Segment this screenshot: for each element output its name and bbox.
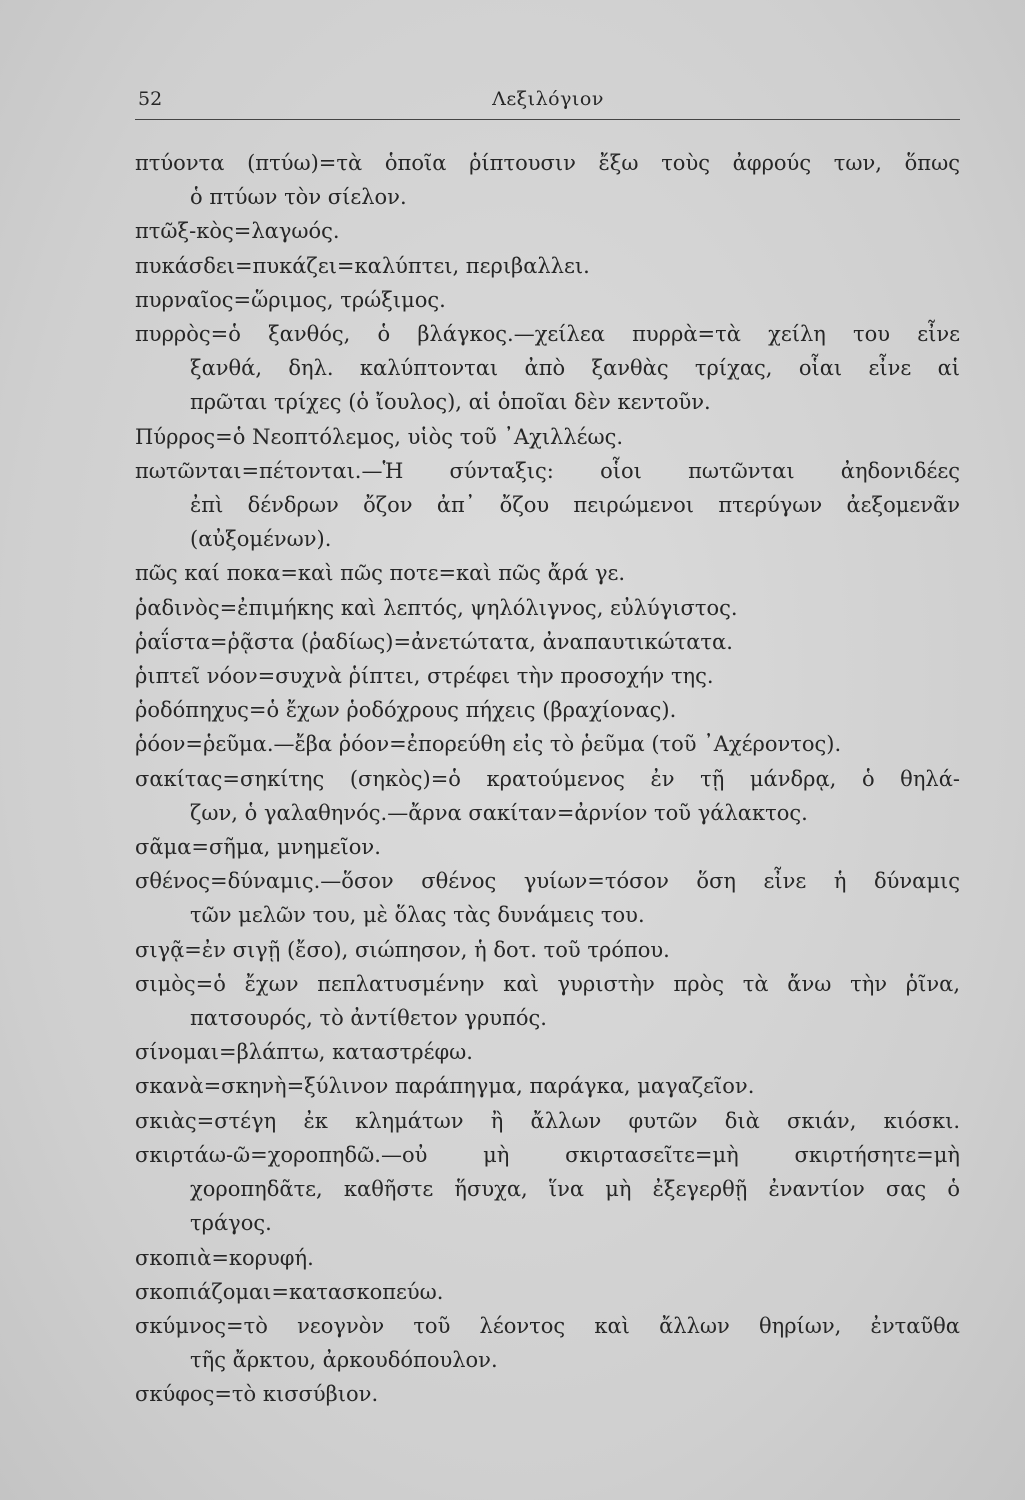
entry-continuation: (αὐξομένων). bbox=[190, 527, 332, 552]
entry-headline: σᾶμα=σῆμα, μνημεῖον. bbox=[135, 835, 381, 860]
page-number: 52 bbox=[138, 88, 163, 110]
entry-headline: Πύρρος=ὁ Νεοπτόλεμος, υἱὸς τοῦ ᾽Αχιλλέως. bbox=[135, 424, 624, 449]
entry-headline: πῶς καί ποκα=καὶ πῶς ποτε=καὶ πῶς ἄρά γε. bbox=[135, 561, 626, 586]
entry-headline: πτῶξ-κὸς=λαγωός. bbox=[135, 219, 340, 244]
entry-headline: πωτῶνται=πέτονται.—Ἡ σύνταξις: οἷοι πωτῶνται ἀηδονιδέες bbox=[135, 458, 960, 483]
entry-continuation: τράγος. bbox=[190, 1211, 272, 1236]
glossary-entry bbox=[135, 591, 960, 625]
glossary-entry bbox=[135, 693, 960, 727]
entry-headline: σκανὰ=σκηνὴ=ξύλινον παράπηγμα, παράγκα, μαγαζεῖον. bbox=[135, 1074, 755, 1099]
glossary-entry bbox=[135, 420, 960, 454]
glossary-entry bbox=[135, 625, 960, 659]
entry-headline: σίνομαι=βλάπτω, καταστρέφω. bbox=[135, 1040, 473, 1065]
entry-headline: σκοπιὰ=κορυφή. bbox=[135, 1245, 314, 1270]
entry-headline: ῥαδινὸς=ἐπιμήκης καὶ λεπτός, ψηλόλιγνος, εὐλύγιστος. bbox=[135, 595, 738, 620]
entry-headline: πυρναῖος=ὥριμος, τρώξιμος. bbox=[135, 287, 446, 312]
glossary-entry bbox=[135, 659, 960, 693]
entry-headline: ῥοδόπηχυς=ὁ ἔχων ῥοδόχρους πήχεις (βραχίονας). bbox=[135, 698, 677, 723]
header-rule bbox=[135, 119, 960, 120]
glossary-entry bbox=[135, 727, 960, 761]
entry-headline: πυκάσδει=πυκάζει=καλύπτει, περιβαλλει. bbox=[135, 253, 590, 278]
glossary-entry bbox=[135, 830, 960, 864]
glossary-entry bbox=[135, 1138, 960, 1241]
entry-headline: σιγᾷ=ἐν σιγῇ (ἔσο), σιώπησον, ἡ δοτ. τοῦ τρόπου. bbox=[135, 937, 670, 962]
entry-continuation: χοροπηδᾶτε, καθῆστε ἥσυχα, ἵνα μὴ ἐξεγερθῇ ἐναντίον σας ὁ bbox=[190, 1177, 960, 1202]
entry-headline: σκύφος=τὸ κισσύβιον. bbox=[135, 1382, 379, 1407]
entry-headline: ῥιπτεῖ νόον=συχνὰ ῥίπτει, στρέφει τὴν προσοχήν της. bbox=[135, 664, 714, 689]
entry-headline: σκιρτάω-ῶ=χοροπηδῶ.—οὐ μὴ σκιρτασεῖτε=μὴ σκιρτήσητε=μὴ bbox=[135, 1142, 960, 1167]
glossary-entry bbox=[135, 146, 960, 214]
glossary-entry bbox=[135, 283, 960, 317]
glossary-entry bbox=[135, 933, 960, 967]
glossary-body bbox=[135, 146, 960, 1412]
entry-headline: σακίτας=σηκίτης (σηκὸς)=ὁ κρατούμενος ἐν τῇ μάνδρᾳ, ὁ θηλά- bbox=[135, 766, 960, 791]
entry-headline: σθένος=δύναμις.—ὅσον σθένος γυίων=τόσον ὅση εἶνε ἡ δύναμις bbox=[135, 869, 960, 894]
glossary-entry bbox=[135, 1275, 960, 1309]
glossary-entry bbox=[135, 762, 960, 830]
glossary-entry bbox=[135, 864, 960, 932]
running-title: Λεξιλόγιον bbox=[492, 88, 604, 110]
glossary-entry bbox=[135, 1241, 960, 1275]
entry-continuation: ζων, ὁ γαλαθηνός.—ἄρνα σακίταν=ἀρνίον τοῦ γάλακτος. bbox=[190, 800, 808, 825]
entry-continuation: τῶν μελῶν του, μὲ ὅλας τὰς δυνάμεις του. bbox=[190, 903, 645, 928]
glossary-entry bbox=[135, 454, 960, 557]
entry-headline: σκοπιάζομαι=κατασκοπεύω. bbox=[135, 1279, 444, 1304]
entry-continuation: τῆς ἄρκτου, ἀρκουδόπουλον. bbox=[190, 1348, 498, 1373]
entry-headline: πυρρὸς=ὁ ξανθός, ὁ βλάγκος.—χείλεα πυρρὰ=τὰ χείλη του εἶνε bbox=[135, 322, 960, 347]
entry-headline: σιμὸς=ὁ ἔχων πεπλατυσμένην καὶ γυριστὴν πρὸς τὰ ἄνω τὴν ῥῖνα, bbox=[135, 971, 960, 996]
entry-continuation: πατσουρός, τὸ ἀντίθετον γρυπός. bbox=[190, 1006, 547, 1031]
entry-continuation: πρῶται τρίχες (ὁ ἴουλος), αἱ ὁποῖαι δὲν κεντοῦν. bbox=[190, 390, 711, 415]
entry-headline: σκιὰς=στέγη ἐκ κλημάτων ἢ ἄλλων φυτῶν διὰ σκιάν, κιόσκι. bbox=[135, 1108, 960, 1133]
glossary-entry bbox=[135, 1377, 960, 1411]
entry-headline: ῥόον=ῥεῦμα.—ἔβα ῥόον=ἐπορεύθη εἰς τὸ ῥεῦμα (τοῦ ᾽Αχέροντος). bbox=[135, 732, 842, 757]
entry-headline: ῥαΐστα=ῥᾷστα (ῥαδίως)=ἀνετώτατα, ἀναπαυτικώτατα. bbox=[135, 629, 733, 654]
glossary-entry bbox=[135, 1035, 960, 1069]
glossary-entry bbox=[135, 317, 960, 420]
glossary-entry bbox=[135, 1104, 960, 1138]
glossary-entry bbox=[135, 249, 960, 283]
glossary-entry bbox=[135, 556, 960, 590]
entry-headline: σκύμνος=τὸ νεογνὸν τοῦ λέοντος καὶ ἄλλων θηρίων, ἐνταῦθα bbox=[135, 1313, 960, 1338]
entry-continuation: ξανθά, δηλ. καλύπτονται ἀπὸ ξανθὰς τρίχας, οἷαι εἶνε αἱ bbox=[190, 356, 960, 381]
glossary-entry bbox=[135, 1309, 960, 1377]
glossary-entry bbox=[135, 967, 960, 1035]
entry-continuation: ἐπὶ δένδρων ὄζον ἀπ᾽ ὄζου πειρώμενοι πτερύγων ἀεξομενᾶν bbox=[190, 493, 960, 518]
glossary-entry bbox=[135, 1069, 960, 1103]
entry-continuation: ὁ πτύων τὸν σίελον. bbox=[190, 185, 407, 210]
page-header bbox=[138, 88, 958, 116]
entry-headline: πτύοντα (πτύω)=τὰ ὁποῖα ῥίπτουσιν ἔξω τοὺς ἀφρούς των, ὅπως bbox=[135, 151, 960, 175]
glossary-entry bbox=[135, 214, 960, 248]
